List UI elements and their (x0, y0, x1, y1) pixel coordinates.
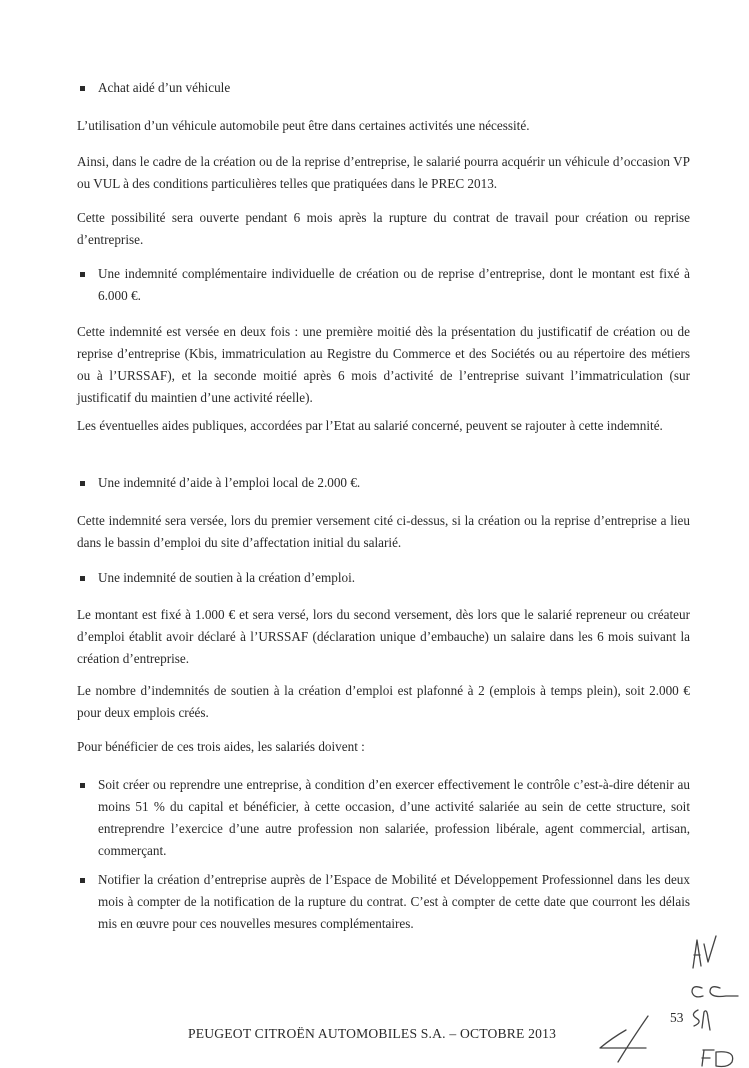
bullet-text: Achat aidé d’un véhicule (98, 80, 231, 95)
bullet-text: Soit créer ou reprendre une entreprise, à condition d’en exercer effectivement le contrôle c’est-à-dire détenir au moins 51 % du capital et bénéficier, à cette occasion, d’une activité salariée au sein de cette structure, soit entreprendre l’exercice d’une autre profession non salariée, profession libérale, agent commercial, artisan, commerçant. (98, 777, 690, 858)
paragraph-support-amount: Le montant est fixé à 1.000 € et sera versé, lors du second versement, dès lors que le salarié repreneur ou créateur d’emploi établit avoir déclaré à l’URSSAF (déclaration unique d’embauche) un salaire dans les 6 mois suivant la création d’entreprise. (77, 607, 690, 666)
paragraph-indemnity-payment: Cette indemnité est versée en deux fois : une première moitié dès la présentation du justificatif de création ou de reprise d’entreprise (Kbis, immatriculation au Registre du Commerce et des Sociétés ou au répertoire des métiers ou à l’URSSAF), et la seconde moitié après 6 mois d’activité de l’entreprise suivant l’immatriculation (sur justificatif du maintien d’une activité réelle). (77, 324, 690, 405)
paragraph-public-aid: Les éventuelles aides publiques, accordées par l’Etat au salarié concerné, peuvent se rajouter à cette indemnité. (77, 418, 663, 433)
bullet-creation-indemnity (77, 263, 690, 307)
bullet-text: Une indemnité complémentaire individuelle de création ou de reprise d’entreprise, dont le montant est fixé à 6.000 €. (98, 266, 690, 303)
signature-mark (600, 1016, 648, 1062)
paragraph-local-employment: Cette indemnité sera versée, lors du premier versement cité ci-dessus, si la création ou la reprise d’entreprise a lieu dans le bassin d’emploi du site d’affectation initial du salarié. (77, 513, 690, 550)
bullet-square-icon (80, 783, 85, 788)
initials-cc-mark (692, 987, 738, 997)
bullet-text: Une indemnité de soutien à la création d’emploi. (98, 570, 356, 585)
paragraph-eligibility: Pour bénéficier de ces trois aides, les salariés doivent : (77, 739, 365, 754)
paragraph-vehicle-necessity: L’utilisation d’un véhicule automobile peut être dans certaines activités une nécessité. (77, 118, 530, 133)
bullet-vehicle-purchase (77, 77, 690, 99)
bullet-square-icon (80, 86, 85, 91)
bullet-square-icon (80, 576, 85, 581)
initials-fd-mark (702, 1050, 733, 1067)
bullet-square-icon (80, 272, 85, 277)
initials-sm-mark (693, 1010, 710, 1030)
bullet-notify-creation (77, 869, 690, 935)
bullet-text: Notifier la création d’entreprise auprès de l’Espace de Mobilité et Développement Professionnel dans les deux mois à compter de la notification de la rupture du contrat. C’est à compter de cette date que courront les délais mis en œuvre pour ces nouvelles mesures complémentaires. (98, 872, 690, 931)
bullet-square-icon (80, 481, 85, 486)
bullet-job-creation-support (77, 567, 690, 589)
bullet-create-or-take-over (77, 774, 690, 862)
bullet-text: Une indemnité d’aide à l’emploi local de 2.000 €. (98, 475, 361, 490)
paragraph-support-cap: Le nombre d’indemnités de soutien à la création d’emploi est plafonné à 2 (emplois à temps plein), soit 2.000 € pour deux emplois créés. (77, 683, 690, 720)
page-number: 53 (670, 1010, 684, 1025)
paragraph-vehicle-duration: Cette possibilité sera ouverte pendant 6 mois après la rupture du contrat de travail pour création ou reprise d’entreprise. (77, 210, 690, 247)
paragraph-vehicle-conditions: Ainsi, dans le cadre de la création ou de la reprise d’entreprise, le salarié pourra acquérir un véhicule d’occasion VP ou VUL à des conditions particulières telles que pratiquées dans le PREC 2013. (77, 154, 690, 191)
bullet-local-employment (77, 472, 690, 494)
bullet-square-icon (80, 878, 85, 883)
initials-av-mark (693, 936, 716, 968)
page-footer: PEUGEOT CITROËN AUTOMOBILES S.A. – OCTOBRE 2013 (188, 1026, 557, 1041)
